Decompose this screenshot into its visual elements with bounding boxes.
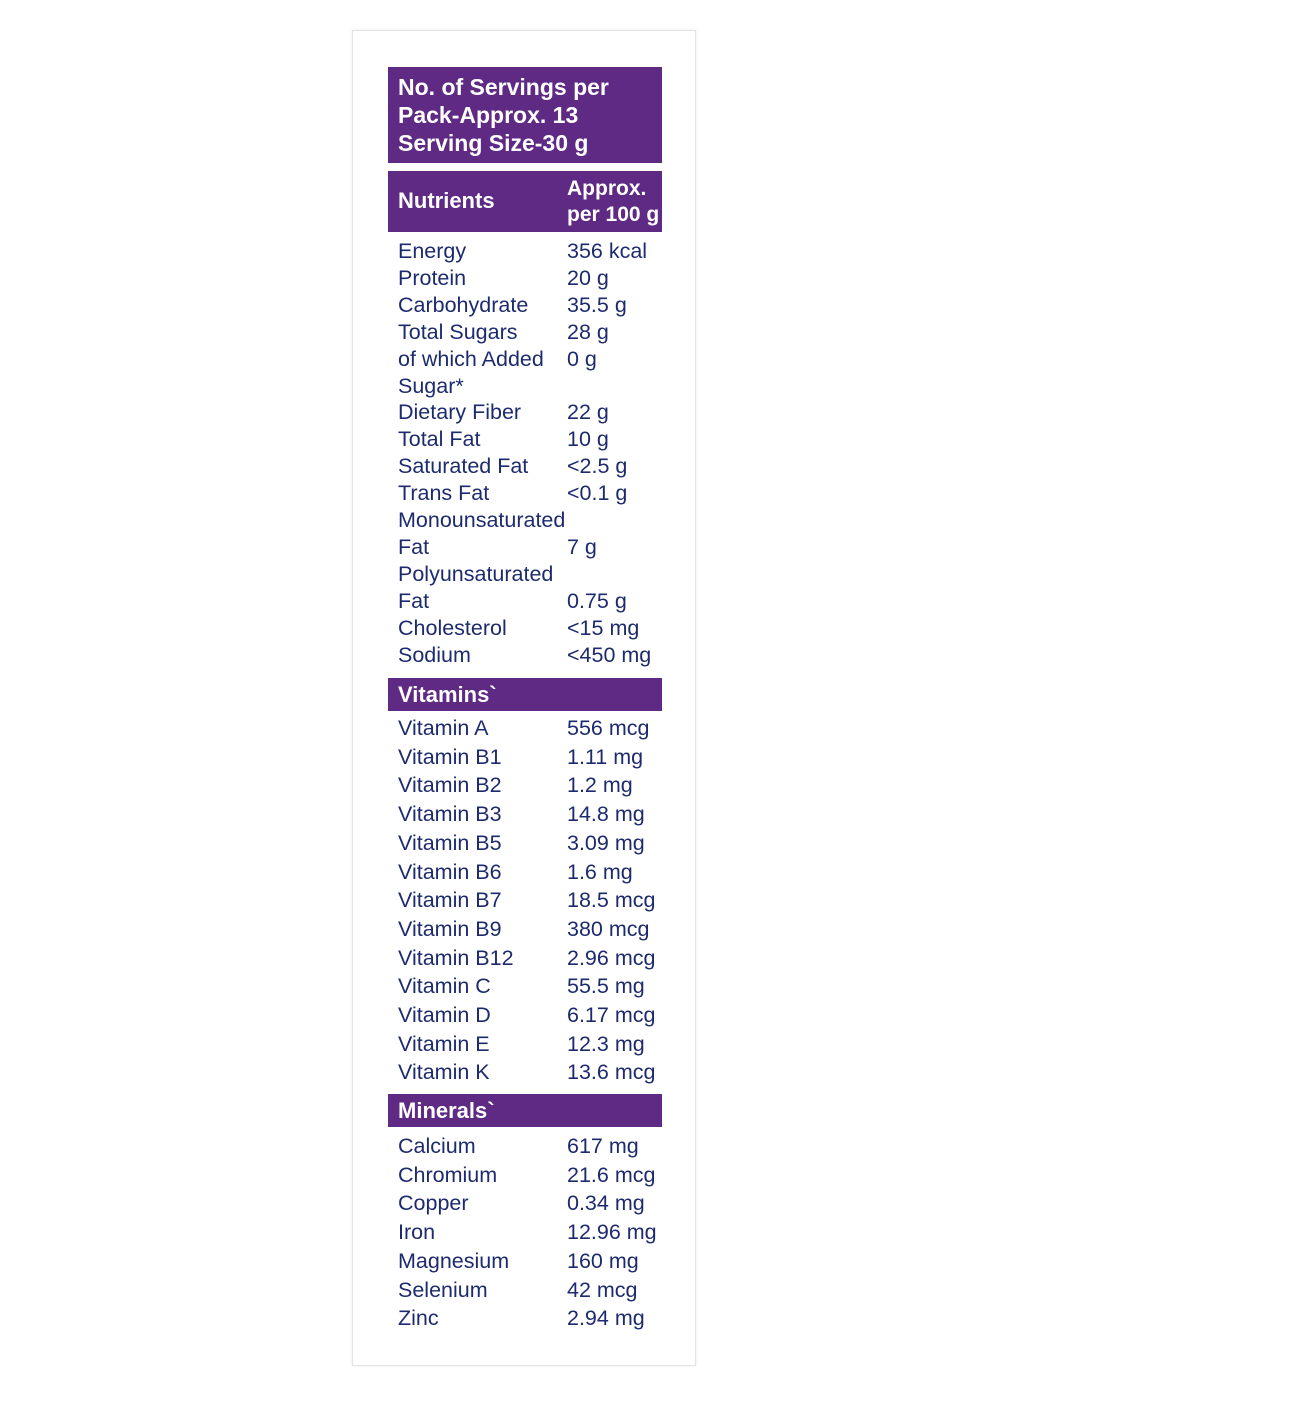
table-row — [398, 292, 668, 319]
table-row — [398, 615, 668, 642]
nutrient-name: Protein — [398, 265, 467, 290]
nutrient-name: Copper — [398, 1191, 469, 1216]
nutrient-value: 3.09 mg — [567, 830, 645, 855]
nutrient-name: Magnesium — [398, 1248, 510, 1273]
nutrient-name: Selenium — [398, 1277, 488, 1302]
nutrient-value: 14.8 mg — [567, 802, 645, 827]
servings-line: Pack-Approx. 13 — [398, 102, 579, 128]
nutrient-name: Vitamin K — [398, 1060, 490, 1085]
nutrient-name: Iron — [398, 1220, 436, 1245]
nutrient-value: 42 mcg — [567, 1277, 638, 1302]
table-row — [398, 642, 668, 669]
servings-banner — [388, 67, 662, 163]
table-row — [398, 319, 668, 346]
nutrient-name: Vitamin B6 — [398, 859, 502, 884]
nutrient-name: Vitamin B1 — [398, 744, 502, 769]
nutrient-value: 18.5 mcg — [567, 888, 656, 913]
nutrient-value: 0.34 mg — [567, 1191, 645, 1216]
table-row — [398, 238, 668, 265]
nutrient-name: Vitamin B2 — [398, 773, 502, 798]
table-row — [398, 453, 668, 480]
nutrient-value: 1.11 mg — [567, 744, 644, 769]
table-row — [398, 1276, 668, 1305]
nutrient-value: 356 kcal — [567, 239, 648, 263]
table-row — [398, 561, 668, 615]
table-row — [398, 346, 668, 400]
nutrient-name: Vitamin B12 — [398, 945, 514, 970]
minerals-header: Minerals` — [388, 1094, 662, 1127]
nutrient-name: Vitamin B3 — [398, 802, 502, 827]
nutrient-name: Chromium — [398, 1162, 498, 1187]
table-row — [398, 858, 668, 887]
nutrient-name: Monounsaturated Fat — [398, 508, 566, 559]
nutrient-name: Vitamin C — [398, 974, 491, 999]
column-header — [388, 171, 662, 232]
nutrient-value: 160 mg — [567, 1248, 639, 1273]
nutrient-value: 55.5 mg — [567, 974, 645, 999]
nutrient-value: 2.94 mg — [567, 1306, 645, 1331]
nutrient-value: 21.6 mcg — [567, 1162, 656, 1187]
nutrient-value: 556 mcg — [567, 716, 650, 740]
table-row — [398, 800, 668, 829]
servings-line: No. of Servings per — [398, 74, 609, 100]
table-row — [398, 829, 668, 858]
nutrients-header: Nutrients — [398, 188, 495, 213]
vitamins-header: Vitamins` — [388, 678, 662, 711]
serving-size-line: Serving Size-30 g — [398, 130, 589, 156]
nutrient-value: 0.75 g — [567, 588, 627, 613]
nutrient-name: Vitamin A — [398, 716, 489, 740]
table-row — [398, 399, 668, 426]
nutrient-value: 28 g — [567, 319, 609, 344]
nutrient-name: Dietary Fiber — [398, 400, 522, 425]
table-row — [398, 1132, 668, 1161]
table-row — [398, 771, 668, 800]
per-100g-header: Approx. per 100 g — [567, 177, 660, 226]
table-row — [398, 972, 668, 1001]
nutrient-name: Vitamin E — [398, 1031, 490, 1056]
nutrient-name: Vitamin B9 — [398, 916, 502, 941]
table-row — [398, 886, 668, 915]
nutrient-value: 1.2 mg — [567, 773, 633, 798]
table-row — [398, 1161, 668, 1190]
nutrient-value: 35.5 g — [567, 292, 627, 317]
table-row — [398, 1247, 668, 1276]
nutrient-value: <0.1 g — [567, 481, 628, 506]
table-row — [398, 1030, 668, 1059]
nutrient-value: 10 g — [567, 427, 609, 452]
nutrient-value: 12.3 mg — [567, 1031, 645, 1056]
nutrient-name: Sodium — [398, 642, 471, 667]
nutrient-name: Calcium — [398, 1134, 476, 1158]
nutrient-value: 617 mg — [567, 1134, 639, 1158]
nutrient-value: 380 mcg — [567, 916, 650, 941]
minerals-list — [398, 1132, 668, 1333]
table-row — [398, 944, 668, 973]
nutrient-value: <450 mg — [567, 642, 652, 667]
nutrient-name: of which Added Sugar* — [398, 346, 544, 398]
table-row — [398, 1189, 668, 1218]
nutrient-name: Zinc — [398, 1306, 439, 1331]
nutrient-name: Saturated Fat — [398, 454, 529, 479]
nutrient-value: 12.96 mg — [567, 1220, 657, 1245]
table-row — [398, 743, 668, 772]
nutrient-name: Total Fat — [398, 427, 481, 452]
nutrient-name: Vitamin B5 — [398, 830, 502, 855]
nutrient-value: 0 g — [567, 346, 597, 371]
nutrient-value: 2.96 mcg — [567, 945, 656, 970]
nutrient-value: 20 g — [567, 265, 609, 290]
nutrient-name: Vitamin B7 — [398, 888, 502, 913]
table-row — [398, 1001, 668, 1030]
nutrient-name: Vitamin D — [398, 1003, 491, 1028]
nutrient-value: 22 g — [567, 400, 609, 425]
nutrient-value: <2.5 g — [567, 454, 628, 479]
table-row — [398, 1058, 668, 1087]
nutrient-name: Trans Fat — [398, 481, 490, 506]
table-row — [398, 480, 668, 507]
table-row — [398, 1218, 668, 1247]
table-row — [398, 265, 668, 292]
nutrients-list — [398, 238, 668, 669]
nutrient-name: Total Sugars — [398, 319, 518, 344]
table-row — [398, 915, 668, 944]
nutrient-name: Carbohydrate — [398, 292, 529, 317]
nutrient-name: Energy — [398, 239, 467, 263]
table-row — [398, 1304, 668, 1333]
vitamins-list — [398, 714, 668, 1087]
nutrition-label-panel — [352, 30, 696, 1366]
table-row — [398, 426, 668, 453]
nutrient-value: 13.6 mcg — [567, 1060, 656, 1085]
nutrient-value: 1.6 mg — [567, 859, 633, 884]
nutrient-value: 7 g — [567, 534, 597, 559]
nutrient-value: <15 mg — [567, 615, 640, 640]
nutrient-name: Polyunsaturated Fat — [398, 561, 554, 613]
table-row — [398, 507, 668, 561]
table-row — [398, 714, 668, 743]
nutrient-value: 6.17 mcg — [567, 1003, 656, 1028]
nutrient-name: Cholesterol — [398, 615, 507, 640]
